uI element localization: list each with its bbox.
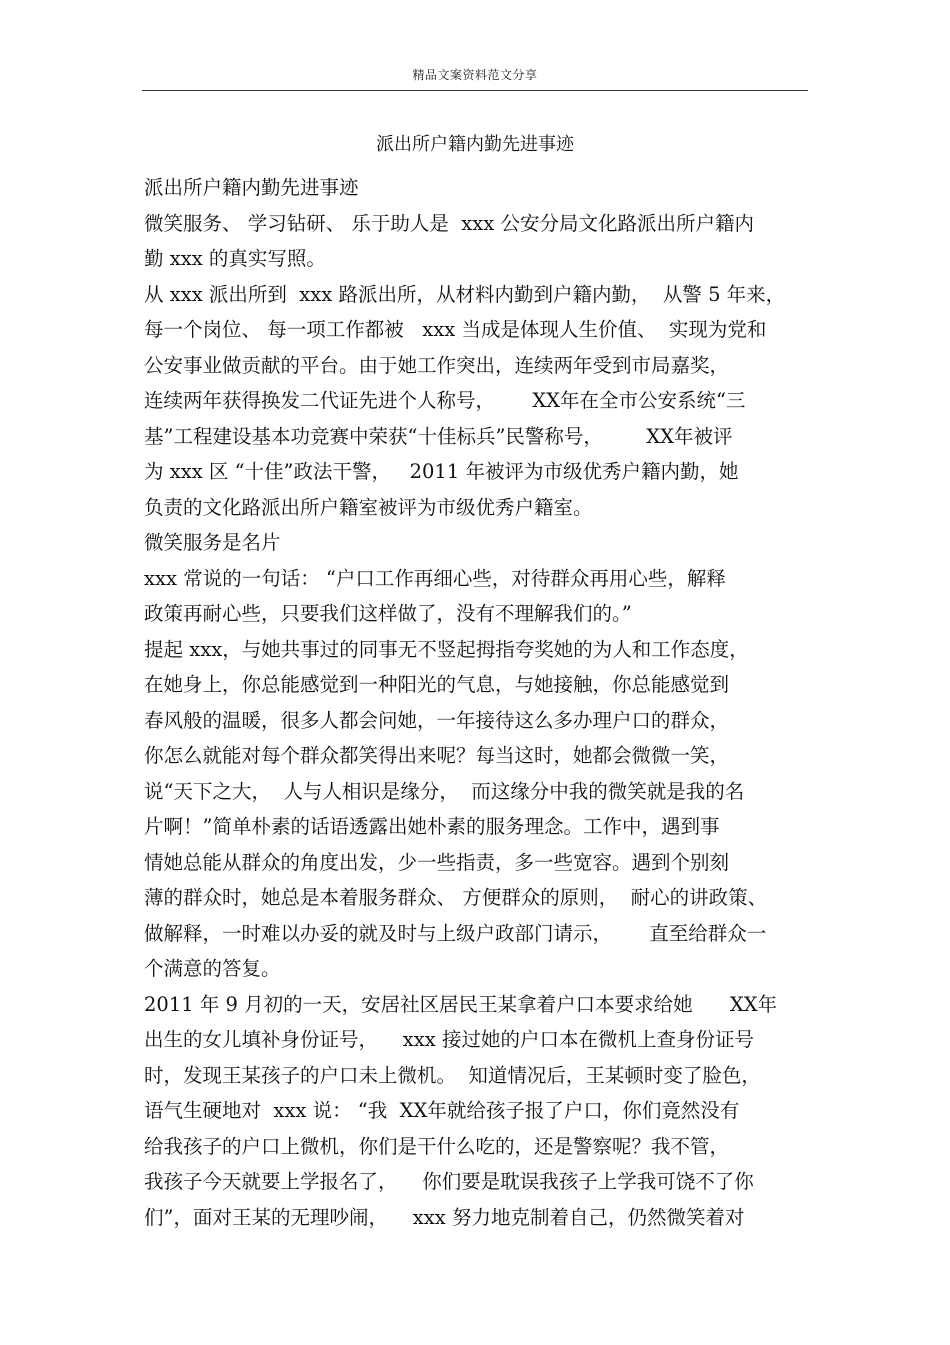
text-line: xxx 常说的一句话： “户口工作再细心些，对待群众再用心些，解释 bbox=[144, 566, 726, 590]
document-body bbox=[144, 170, 824, 1235]
header-divider bbox=[142, 90, 808, 91]
text-line: 提起 xxx，与她共事过的同事无不竖起拇指夸奖她的为人和工作态度， bbox=[144, 637, 749, 661]
text-line: 基”工程建设基本功竞赛中荣获“十佳标兵”民警称号， XX年被评 bbox=[144, 424, 733, 448]
document-title: 派出所户籍内勤先进事迹 bbox=[376, 134, 574, 155]
text-line: 为 xxx 区 “十佳”政法干警， 2011 年被评为市级优秀户籍内勤，她 bbox=[144, 460, 739, 483]
text-line: 情她总能从群众的角度出发，少一些指责，多一些宽容。遇到个别刻 bbox=[144, 850, 730, 874]
page-header: 精品文案资料范文分享 bbox=[412, 68, 538, 82]
text-line: 微笑服务是名片 bbox=[144, 531, 281, 554]
text-line: 我孩子今天就要上学报名了， 你们要是耽误我孩子上学我可饶不了你 bbox=[144, 1170, 754, 1193]
text-line: 每一个岗位、 每一项工作都被 xxx 当成是体现人生价值、 实现为党和 bbox=[144, 318, 767, 341]
text-line: 负责的文化路派出所户籍室被评为市级优秀户籍室。 bbox=[144, 495, 593, 519]
text-line: 出生的女儿填补身份证号， xxx 接过她的户口本在微机上查身份证号 bbox=[144, 1028, 754, 1051]
text-line: 从 xxx 派出所到 xxx 路派出所，从材料内勤到户籍内勤， 从警 5 年来， bbox=[144, 282, 786, 306]
text-line: 语气生硬地对 xxx 说： “我 XX年就给孩子报了户口，你们竟然没有 bbox=[144, 1099, 740, 1122]
text-line: 2011 年 9 月初的一天，安居社区居民王某拿着户口本要求给她 XX年 bbox=[144, 992, 778, 1016]
text-line: 微笑服务、 学习钻研、 乐于助人是 xxx 公安分局文化路派出所户籍内 bbox=[144, 211, 754, 235]
text-line: 做解释，一时难以办妥的就及时与上级户政部门请示， 直至给群众一 bbox=[144, 921, 767, 945]
text-line: 薄的群众时，她总是本着服务群众、 方便群众的原则， 耐心的讲政策、 bbox=[144, 886, 768, 909]
text-line: 在她身上，你总能感觉到一种阳光的气息，与她接触，你总能感觉到 bbox=[144, 673, 730, 696]
text-line: 们”，面对王某的无理吵闹， xxx 努力地克制着自己，仍然微笑着对 bbox=[144, 1205, 745, 1229]
text-line: 勤 xxx 的真实写照。 bbox=[144, 247, 326, 270]
text-line: 给我孩子的户口上微机，你们是干什么吃的，还是警察呢？我不管， bbox=[144, 1134, 730, 1158]
text-line: 春风般的温暖，很多人都会问她，一年接待这么多办理户口的群众， bbox=[144, 708, 730, 732]
text-line: 连续两年获得换发二代证先进个人称号， XX年在全市公安系统“三 bbox=[144, 389, 746, 412]
text-line: 派出所户籍内勤先进事迹 bbox=[144, 176, 359, 199]
text-line: 时，发现王某孩子的户口未上微机。 知道情况后，王某顿时变了脸色， bbox=[144, 1063, 761, 1087]
text-line: 你怎么就能对每个群众都笑得出来呢？每当这时，她都会微微一笑， bbox=[144, 744, 730, 767]
text-line: 个满意的答复。 bbox=[144, 957, 281, 980]
text-line: 片啊！”简单朴素的话语透露出她朴素的服务理念。工作中，遇到事 bbox=[144, 815, 720, 838]
text-line: 公安事业做贡献的平台。由于她工作突出，连续两年受到市局嘉奖， bbox=[144, 353, 730, 377]
text-line: 说“天下之大， 人与人相识是缘分， 而这缘分中我的微笑就是我的名 bbox=[144, 779, 745, 803]
text-line: 政策再耐心些，只要我们这样做了，没有不理解我们的。” bbox=[144, 602, 632, 625]
